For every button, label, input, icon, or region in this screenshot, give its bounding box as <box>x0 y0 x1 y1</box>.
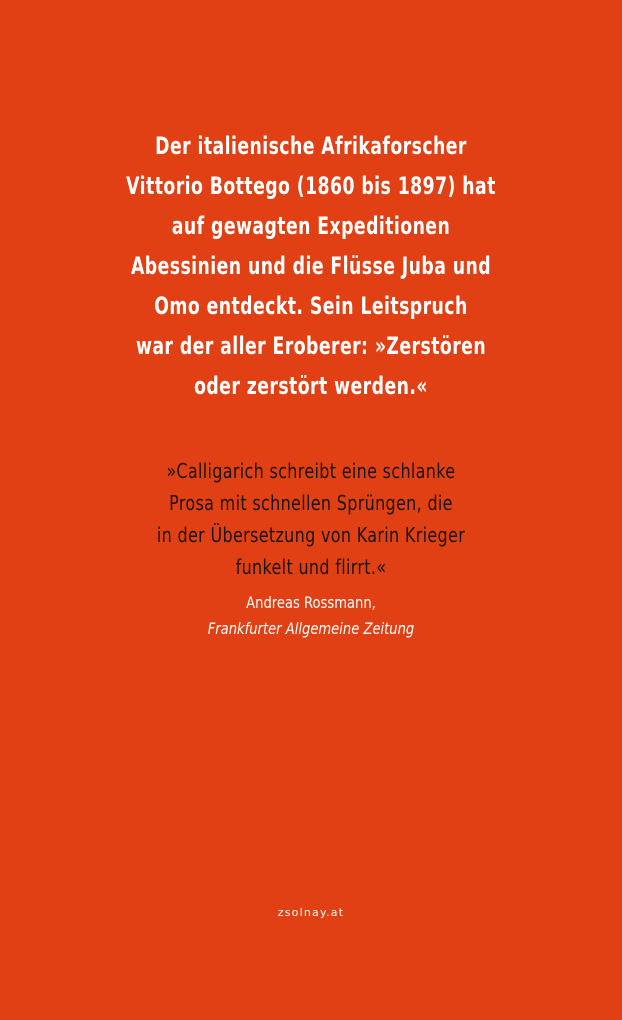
publisher-url: zsolnay.at <box>277 906 345 919</box>
quote-line: in der Übersetzung von Karin Krieger <box>156 523 466 547</box>
blurb-line: war der aller Eroberer: »Zerstören <box>135 332 487 360</box>
blurb-line: Abessinien und die Flüsse Juba und <box>130 252 491 280</box>
blurb-line: Der italienische Afrikaforscher <box>155 132 467 160</box>
blurb-line: auf gewagten Expeditionen <box>171 212 451 240</box>
blurb-line: Vittorio Bottego (1860 bis 1897) hat <box>126 172 496 200</box>
review-attribution <box>89 590 533 642</box>
blurb-line: oder zerstört werden.« <box>194 372 428 400</box>
quote-line: funkelt und flirrt.« <box>235 555 387 579</box>
review-quote <box>78 455 544 583</box>
quote-line: »Calligarich schreibt eine schlanke <box>166 459 456 483</box>
quote-line: Prosa mit schnellen Sprüngen, die <box>169 491 453 515</box>
review-author: Andreas Rossmann, <box>246 593 376 612</box>
blurb-text <box>116 126 506 406</box>
blurb-line: Omo entdeckt. Sein Leitspruch <box>154 292 468 320</box>
review-publication: Frankfurter Allgemeine Zeitung <box>207 619 415 638</box>
